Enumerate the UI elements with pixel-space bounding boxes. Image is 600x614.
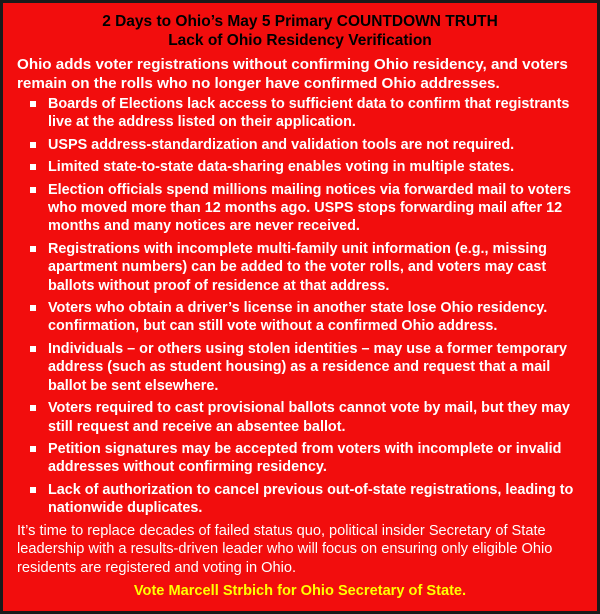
bullet-square-icon: [30, 405, 36, 411]
list-item-text: Voters required to cast provisional ballots cannot vote by mail, but they may still request and receive an absentee ballot.: [48, 400, 570, 435]
list-item-text: Individuals – or others using stolen identities – may use a former temporary address (such as student housing) as a residence and request that a mail ballot be sent elsewhere.: [48, 340, 568, 394]
list-item: [30, 440, 583, 477]
list-item-text: Lack of authorization to cancel previous out-of-state registrations, leading to nationwide duplicates.: [48, 481, 574, 517]
list-item: [30, 136, 583, 154]
bullet-square-icon: [30, 487, 36, 493]
intro-paragraph: Ohio adds voter registrations without confirming Ohio residency, and voters remain on the rolls who no longer have confirmed Ohio addresses.: [17, 56, 568, 92]
bullet-square-icon: [30, 164, 36, 170]
bullet-square-icon: [30, 305, 36, 311]
list-item-text: Limited state-to-state data-sharing enables voting in multiple states.: [48, 159, 515, 176]
list-item: [30, 240, 583, 295]
list-item: [30, 95, 583, 132]
list-item: [30, 481, 583, 518]
list-item: [30, 299, 583, 336]
list-item: [30, 340, 583, 395]
list-item: [30, 158, 583, 176]
bullet-square-icon: [30, 187, 36, 193]
call-to-action: Vote Marcell Strbich for Ohio Secretary of State.: [133, 583, 467, 600]
list-item-text: Boards of Elections lack access to sufficient data to confirm that registrants live at the address listed on their application.: [48, 96, 570, 131]
bullet-square-icon: [30, 246, 36, 252]
list-item-text: Voters who obtain a driver’s license in another state lose Ohio residency. confirmation, but can still vote without a confirmed Ohio address.: [48, 300, 548, 335]
bullet-square-icon: [30, 142, 36, 148]
list-item: [30, 399, 583, 436]
list-item-text: USPS address-standardization and validation tools are not required.: [48, 136, 515, 153]
list-item-text: Petition signatures may be accepted from voters with incomplete or invalid addresses without confirming residency.: [48, 440, 562, 476]
list-item-text: Registrations with incomplete multi-family unit information (e.g., missing apartment numbers) can be added to the voter rolls, and voters may cast ballots without proof of residence at that address.: [48, 240, 547, 294]
list-item: [30, 181, 583, 236]
closing-paragraph: It’s time to replace decades of failed status quo, political insider Secretary of State leadership with a results-driven leader who will focus on ensuring only eligible Ohio residents are registered and voting in Ohio.: [17, 522, 553, 576]
list-item-text: Election officials spend millions mailing notices via forwarded mail to voters who moved more than 12 months ago. USPS stops forwarding mail after 12 months and many notices are never received.: [48, 181, 571, 235]
bullet-square-icon: [30, 346, 36, 352]
issue-list: [17, 95, 583, 518]
title-line-1: 2 Days to Ohio’s May 5 Primary COUNTDOWN TRUTH: [102, 13, 498, 30]
title-line-2: Lack of Ohio Residency Verification: [168, 32, 432, 49]
bullet-square-icon: [30, 446, 36, 452]
bullet-square-icon: [30, 101, 36, 107]
flyer-title: [17, 12, 583, 50]
